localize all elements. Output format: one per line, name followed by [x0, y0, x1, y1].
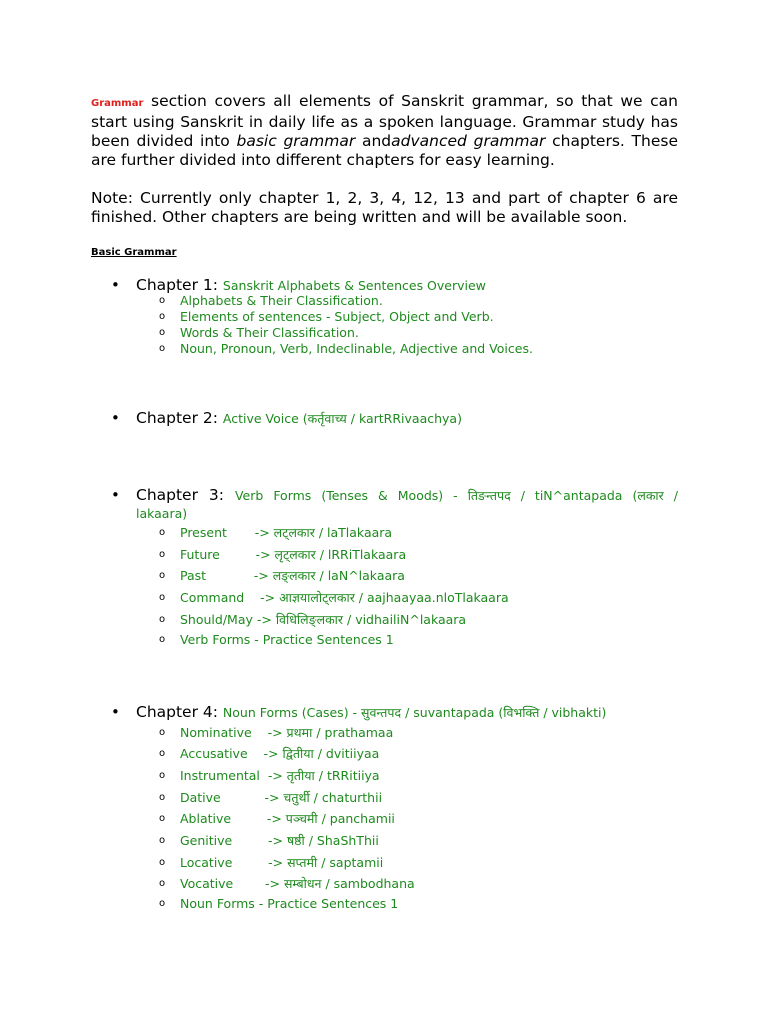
chapter-1-link[interactable]: Sanskrit Alphabets & Sentences Overview: [222, 278, 486, 293]
intro-text-1: section covers all elements of Sanskrit grammar, so that we can start using Sanskrit in daily life as a spoken language. Grammar study has been divided into: [91, 92, 678, 150]
sub-bullet-icon: o: [159, 813, 166, 825]
list-item[interactable]: o Should/May -> विधिलिङ्लकार / vidhailiN^lakaara: [136, 609, 678, 631]
list-item[interactable]: o Present -> लट्लकार / laTlakaara: [136, 522, 678, 544]
chapter-4-sublist: [136, 722, 678, 914]
chapter-1-sublist: [136, 293, 678, 357]
bullet-icon: •: [111, 409, 120, 427]
sub-bullet-icon: o: [159, 791, 166, 803]
list-item[interactable]: o Nominative -> प्रथमा / prathamaa: [136, 722, 678, 744]
sub-bullet-icon: o: [159, 613, 166, 625]
intro-paragraph: [91, 92, 678, 170]
bullet-icon: •: [111, 276, 120, 294]
sub-bullet-icon: o: [159, 633, 166, 645]
chapter-2-line: [136, 409, 678, 428]
chapter-list: [91, 276, 678, 913]
list-item[interactable]: o Vocative -> सम्बोधन / sambodhana: [136, 873, 678, 895]
chapter-2-item: [91, 409, 678, 428]
sub-bullet-icon: o: [159, 878, 166, 890]
bullet-icon: •: [111, 486, 120, 504]
sub-bullet-icon: o: [159, 311, 166, 322]
sub-bullet-icon: o: [159, 898, 166, 910]
sub-bullet-icon: o: [159, 527, 166, 538]
section-heading-basic-grammar[interactable]: [91, 246, 678, 260]
chapter-2-link[interactable]: Active Voice (कर्तृवाच्य / kartRRivaachya): [222, 411, 462, 426]
section-heading-label: Basic Grammar: [91, 247, 177, 258]
advanced-grammar-text: advanced grammar: [391, 132, 546, 150]
sub-bullet-icon: o: [159, 835, 166, 847]
list-item[interactable]: o Dative -> चतुर्थी / chaturthii: [136, 787, 678, 809]
chapter-3-link[interactable]: Verb Forms (Tenses & Moods) - तिङन्तपद / tiN^antapada (लकार /: [234, 488, 678, 503]
chapter-3-sublist: [136, 522, 678, 649]
sub-bullet-icon: o: [159, 295, 166, 306]
sub-bullet-icon: o: [159, 548, 166, 560]
list-item[interactable]: o Elements of sentences - Subject, Object and Verb.: [159, 309, 494, 324]
sub-bullet-icon: o: [159, 592, 166, 604]
chapter-2-title: Chapter 2:: [136, 409, 223, 427]
chapter-4-link[interactable]: Noun Forms (Cases) - सुवन्तपद / suvantapada (विभक्ति / vibhakti): [222, 704, 607, 720]
list-item[interactable]: o Noun Forms - Practice Sentences 1: [159, 896, 399, 912]
chapter-3-title: Chapter 3:: [136, 486, 235, 504]
sub-bullet-icon: o: [159, 726, 166, 738]
list-item[interactable]: o Alphabets & Their Classification.: [159, 293, 383, 308]
chapter-1-item: [91, 276, 678, 357]
chapter-3-item: [91, 486, 678, 649]
sub-bullet-icon: o: [159, 748, 166, 760]
chapter-4-line: [136, 703, 678, 722]
sub-bullet-icon: o: [159, 327, 166, 338]
bullet-icon: •: [111, 702, 120, 721]
intro-and: and: [355, 132, 392, 150]
document-page: [91, 92, 678, 913]
note-paragraph: Note: Currently only chapter 1, 2, 3, 4, 12, 13 and part of chapter 6 are finished. Other chapters are being written and will be available soon.: [91, 189, 678, 226]
sub-bullet-icon: o: [159, 343, 166, 354]
basic-grammar-text: basic grammar: [236, 132, 356, 150]
chapter-3-line: [136, 486, 678, 505]
list-item[interactable]: o Past -> लङ्लकार / laN^lakaara: [136, 565, 678, 587]
chapter-4-item: [91, 703, 678, 914]
list-item[interactable]: o Words & Their Classification.: [159, 325, 359, 340]
chapter-4-title: Chapter 4:: [136, 702, 223, 721]
list-item[interactable]: o Command -> आज्ञयालोट्लकार / aajhaayaa.nloTlakaara: [136, 587, 678, 609]
sub-bullet-icon: o: [159, 856, 166, 868]
sub-bullet-icon: o: [159, 570, 166, 582]
grammar-link[interactable]: Grammar: [91, 98, 144, 109]
list-item[interactable]: o Accusative -> द्वितीया / dvitiiyaa: [136, 743, 678, 765]
list-item[interactable]: o Genitive -> षष्ठी / ShaShThii: [136, 830, 678, 852]
list-item[interactable]: o Locative -> सप्तमी / saptamii: [136, 852, 678, 874]
chapter-1-title: Chapter 1:: [136, 276, 223, 294]
list-item[interactable]: o Instrumental -> तृतीया / tRRitiiya: [136, 765, 678, 787]
intro-text-2: chapters. These are further divided into different chapters for easy learning.: [91, 132, 678, 169]
chapter-3-link-continued[interactable]: lakaara): [136, 506, 188, 521]
sub-bullet-icon: o: [159, 769, 166, 781]
list-item[interactable]: o Ablative -> पञ्चमी / panchamii: [136, 808, 678, 830]
list-item[interactable]: o Verb Forms - Practice Sentences 1: [159, 631, 394, 647]
list-item[interactable]: o Future -> लृट्लकार / lRRiTlakaara: [136, 544, 678, 566]
list-item[interactable]: o Noun, Pronoun, Verb, Indeclinable, Adjective and Voices.: [159, 341, 533, 356]
